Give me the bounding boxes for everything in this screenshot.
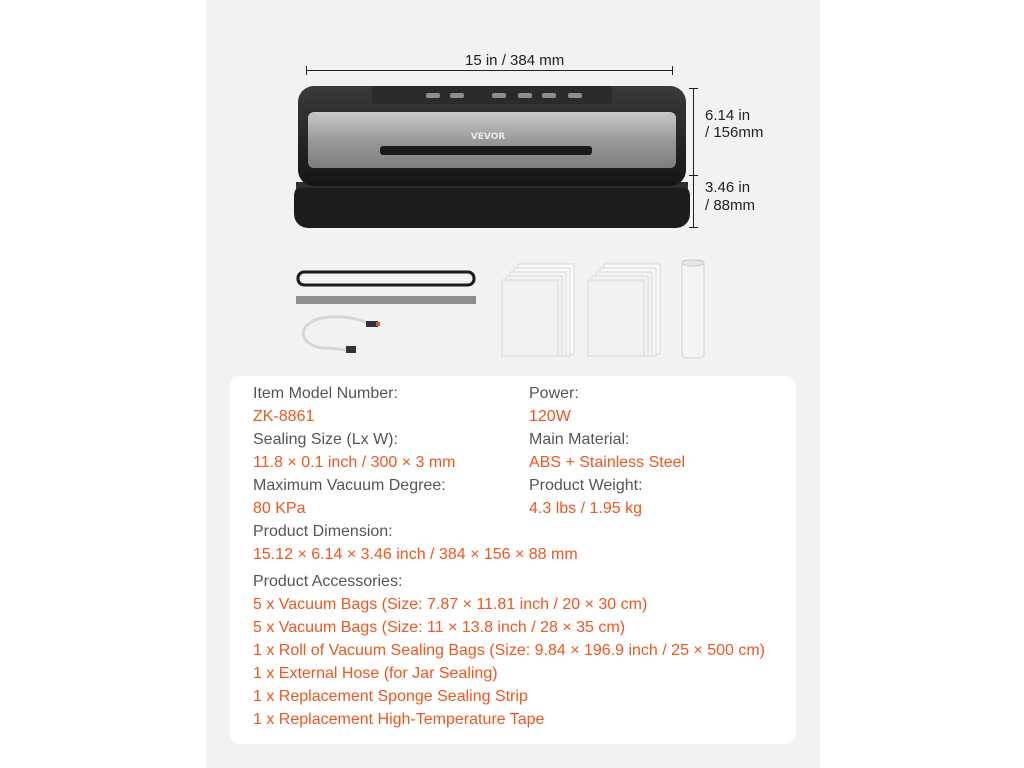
accessory-item: 5 x Vacuum Bags (Size: 7.87 × 11.81 inch / 20 × 30 cm) xyxy=(253,596,648,613)
sealing-strip-image xyxy=(294,268,478,310)
accessories-label: Product Accessories: xyxy=(253,573,403,590)
accessory-item: 1 x Replacement Sponge Sealing Strip xyxy=(253,688,528,705)
vacuum-degree-label: Maximum Vacuum Degree: xyxy=(253,477,446,494)
product-dimension-value: 15.12 × 6.14 × 3.46 inch / 384 × 156 × 88 mm xyxy=(253,546,578,563)
main-material-label: Main Material: xyxy=(529,431,630,448)
bag-roll-image xyxy=(678,258,708,360)
vacuum-degree-value: 80 KPa xyxy=(253,500,306,517)
main-material-value: ABS + Stainless Steel xyxy=(529,454,686,471)
height-in-label: 3.46 in xyxy=(705,179,751,196)
accessory-item: 5 x Vacuum Bags (Size: 11 × 13.8 inch / 28 × 35 cm) xyxy=(253,619,626,636)
depth-mm-label: / 156mm xyxy=(705,124,764,141)
model-number-value: ZK-8861 xyxy=(253,408,315,425)
accessory-item: 1 x Replacement High-Temperature Tape xyxy=(253,711,545,728)
width-label: 15 in / 384 mm xyxy=(465,52,565,69)
product-dimension-label: Product Dimension: xyxy=(253,523,393,540)
product-weight-value: 4.3 lbs / 1.95 kg xyxy=(529,500,642,517)
height-mm-label: / 88mm xyxy=(705,197,756,214)
power-label: Power: xyxy=(529,385,579,402)
sealing-size-value: 11.8 × 0.1 inch / 300 × 3 mm xyxy=(253,454,456,471)
small-vacuum-bags-image xyxy=(500,262,578,358)
product-weight-label: Product Weight: xyxy=(529,477,643,494)
large-vacuum-bags-image xyxy=(584,262,664,358)
specifications-card xyxy=(230,376,796,744)
external-hose-image xyxy=(298,312,394,362)
accessory-item: 1 x External Hose (for Jar Sealing) xyxy=(253,665,498,682)
svg-text:VEVOR: VEVOR xyxy=(470,132,506,142)
model-number-label: Item Model Number: xyxy=(253,385,398,402)
sealing-size-label: Sealing Size (Lx W): xyxy=(253,431,398,448)
vacuum-sealer-image xyxy=(292,82,692,232)
depth-in-label: 6.14 in xyxy=(705,107,751,124)
accessory-item: 1 x Roll of Vacuum Sealing Bags (Size: 9.84 × 196.9 inch / 25 × 500 cm) xyxy=(253,642,765,659)
power-value: 120W xyxy=(529,408,571,425)
